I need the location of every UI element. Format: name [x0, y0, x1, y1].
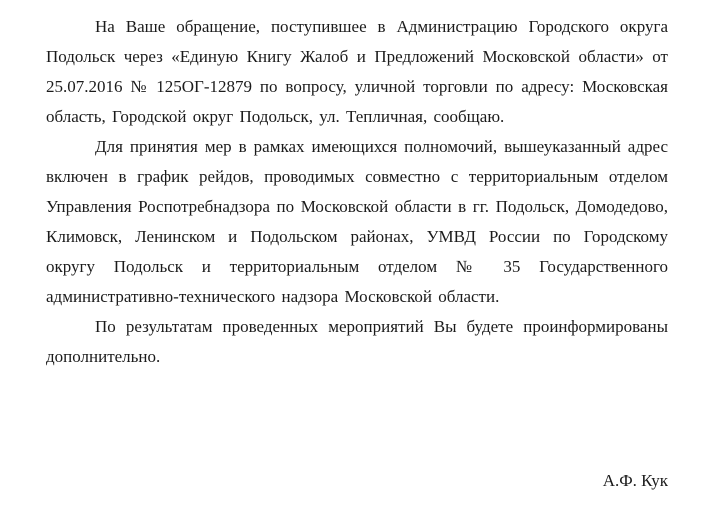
- signature: А.Ф. Кук: [602, 471, 668, 490]
- paragraph-measures-taken: Для принятия мер в рамках имеющихся полномочий, вышеуказанный адрес включен в график рейдов, проводимых совместно с территориальным отделом Управления Роспотребнадзора по Московской области в гг. Подольск, Домодедово, Климовск, Ленинском и Подольском районах, УМВД России по Городскому округу Подольск и территориальным отделом № 35 Государственного административно-технического надзора Московской области.: [46, 137, 668, 306]
- letter-body: [46, 12, 668, 372]
- paragraph-appeal-reference: На Ваше обращение, поступившее в Администрацию Городского округа Подольск через «Единую Книгу Жалоб и Предложений Московской области» от 25.07.2016 № 125ОГ-12879 по вопросу, уличной торговли по адресу: Московская область, Городской округ Подольск, ул. Тепличная, сообщаю.: [46, 17, 668, 126]
- paragraph-follow-up: По результатам проведенных мероприятий Вы будете проинформированы дополнительно.: [46, 317, 668, 366]
